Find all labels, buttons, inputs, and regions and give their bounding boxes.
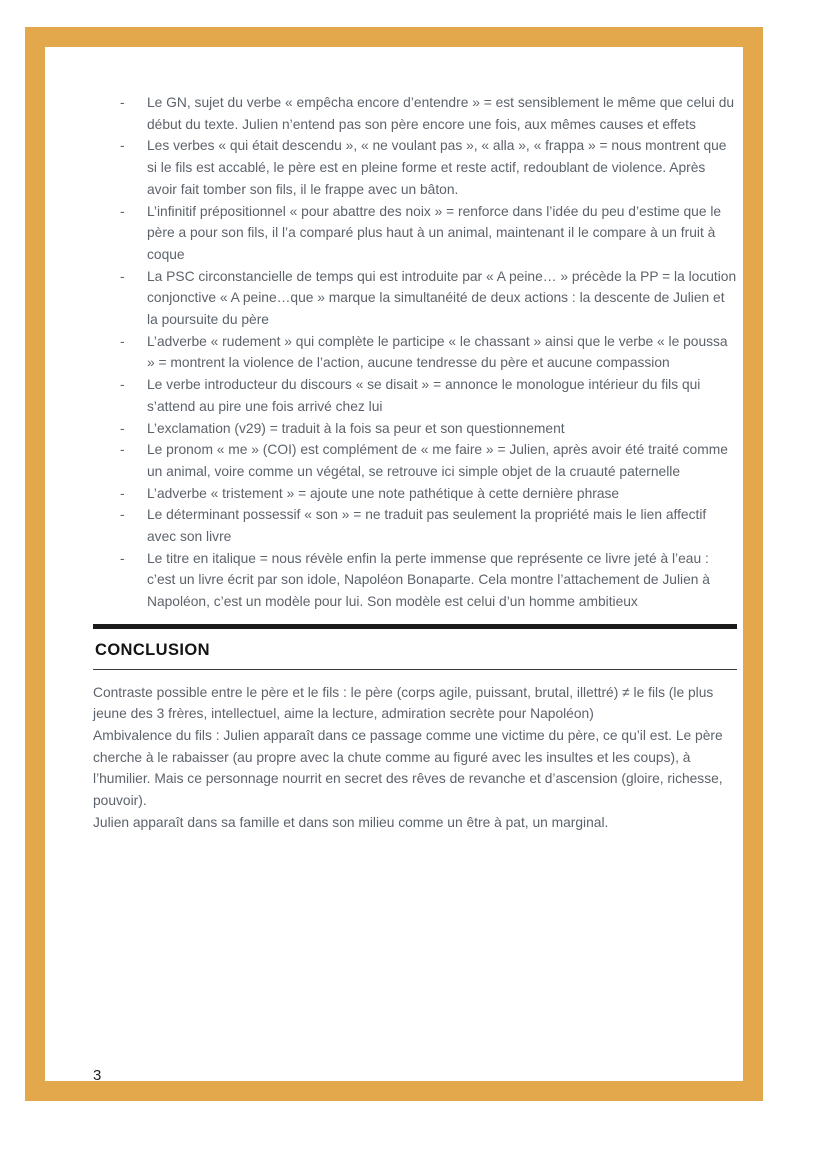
bullet-dash: - <box>120 507 125 523</box>
section-divider-thick <box>93 624 737 629</box>
conclusion-section <box>93 624 737 834</box>
section-divider-thin <box>93 669 737 670</box>
list-item-text: La PSC circonstancielle de temps qui est introduite par « A peine… » précède la PP = la locution conjonctive « A peine…que » marque la simultanéité de deux actions : la descente de Julien et la poursuite du père <box>147 268 737 328</box>
conclusion-paragraphs <box>93 682 737 834</box>
conclusion-paragraph: Julien apparaît dans sa famille et dans son milieu comme un être à pat, un marginal. <box>93 814 609 830</box>
analysis-list <box>93 92 737 613</box>
list-item <box>93 331 737 374</box>
list-item-text: Le GN, sujet du verbe « empêcha encore d’entendre » = est sensiblement le même que celui du début du texte. Julien n’entend pas son père encore une fois, aux mêmes causes et effets <box>147 95 735 132</box>
list-item-text: Le titre en italique = nous révèle enfin la perte immense que représente ce livre jeté à l’eau : c’est un livre écrit par son idole, Napoléon Bonaparte. Cela montre l’attachement de Julien à Napoléon, c’est un modèle pour lui. Son modèle est celui d’un homme ambitieux <box>147 550 710 610</box>
page-number: 3 <box>93 1067 102 1084</box>
list-item-text: Le pronom « me » (COI) est complément de « me faire » = Julien, après avoir été traité comme un animal, voire comme un végétal, se retrouve ici simple objet de la cruauté paternelle <box>147 442 728 479</box>
list-item <box>93 418 737 440</box>
bullet-dash: - <box>120 268 125 284</box>
list-item <box>93 483 737 505</box>
bullet-dash: - <box>120 420 125 436</box>
list-item <box>93 201 737 266</box>
bullet-dash: - <box>120 333 125 349</box>
list-item-text: Le déterminant possessif « son » = ne traduit pas seulement la propriété mais le lien affectif avec son livre <box>147 507 707 545</box>
page-content <box>93 92 737 834</box>
list-item <box>93 548 737 613</box>
conclusion-heading: CONCLUSION <box>95 640 210 659</box>
list-item <box>93 504 737 547</box>
bullet-dash: - <box>120 138 125 154</box>
list-item <box>93 439 737 482</box>
list-item-text: L’infinitif prépositionnel « pour abattre des noix » = renforce dans l’idée du peu d’estime que le père a pour son fils, il l’a comparé plus haut à un animal, maintenant il le compare à un fruit à coque <box>147 203 722 262</box>
list-item-text: L’adverbe « tristement » = ajoute une note pathétique à cette dernière phrase <box>147 485 620 501</box>
list-item-text: L’adverbe « rudement » qui complète le participe « le chassant » ainsi que le verbe « le poussa » = montrent la violence de l’action, aucune tendresse du père et aucune compassion <box>147 333 728 371</box>
list-item-text: L’exclamation (v29) = traduit à la fois sa peur et son questionnement <box>147 420 565 436</box>
bullet-dash: - <box>120 442 125 458</box>
list-item <box>93 374 737 417</box>
list-item <box>93 92 737 135</box>
bullet-dash: - <box>120 550 125 566</box>
bullet-dash: - <box>120 203 125 219</box>
gold-border-frame <box>25 27 763 1101</box>
bullet-dash: - <box>120 377 125 393</box>
conclusion-paragraph: Contraste possible entre le père et le fils : le père (corps agile, puissant, brutal, illettré) ≠ le fils (le plus jeune des 3 frères, intellectuel, aime la lecture, admiration secrète pour Napoléon) <box>93 684 714 722</box>
list-item-text: Les verbes « qui était descendu », « ne voulant pas », « alla », « frappa » = nous montrent que si le fils est accablé, le père est en pleine forme et reste actif, redoublant de violence. Après avoir fait tomber son fils, il le frappe avec un bâton. <box>147 138 727 197</box>
bullet-dash: - <box>120 95 125 110</box>
list-item <box>93 266 737 331</box>
bullet-dash: - <box>120 485 125 501</box>
conclusion-paragraph: Ambivalence du fils : Julien apparaît dans ce passage comme une victime du père, ce qu’il est. Le père cherche à le rabaisser (au propre avec la chute comme au figuré avec les insultes et les coups), à l’humilier. Mais ce personnage nourrit en secret des rêves de revanche et d’ascension (gloire, richesse, pouvoir). <box>93 727 723 809</box>
list-item <box>93 135 737 200</box>
list-item-text: Le verbe introducteur du discours « se disait » = annonce le monologue intérieur du fils qui s’attend au pire une fois arrivé chez lui <box>147 377 701 414</box>
